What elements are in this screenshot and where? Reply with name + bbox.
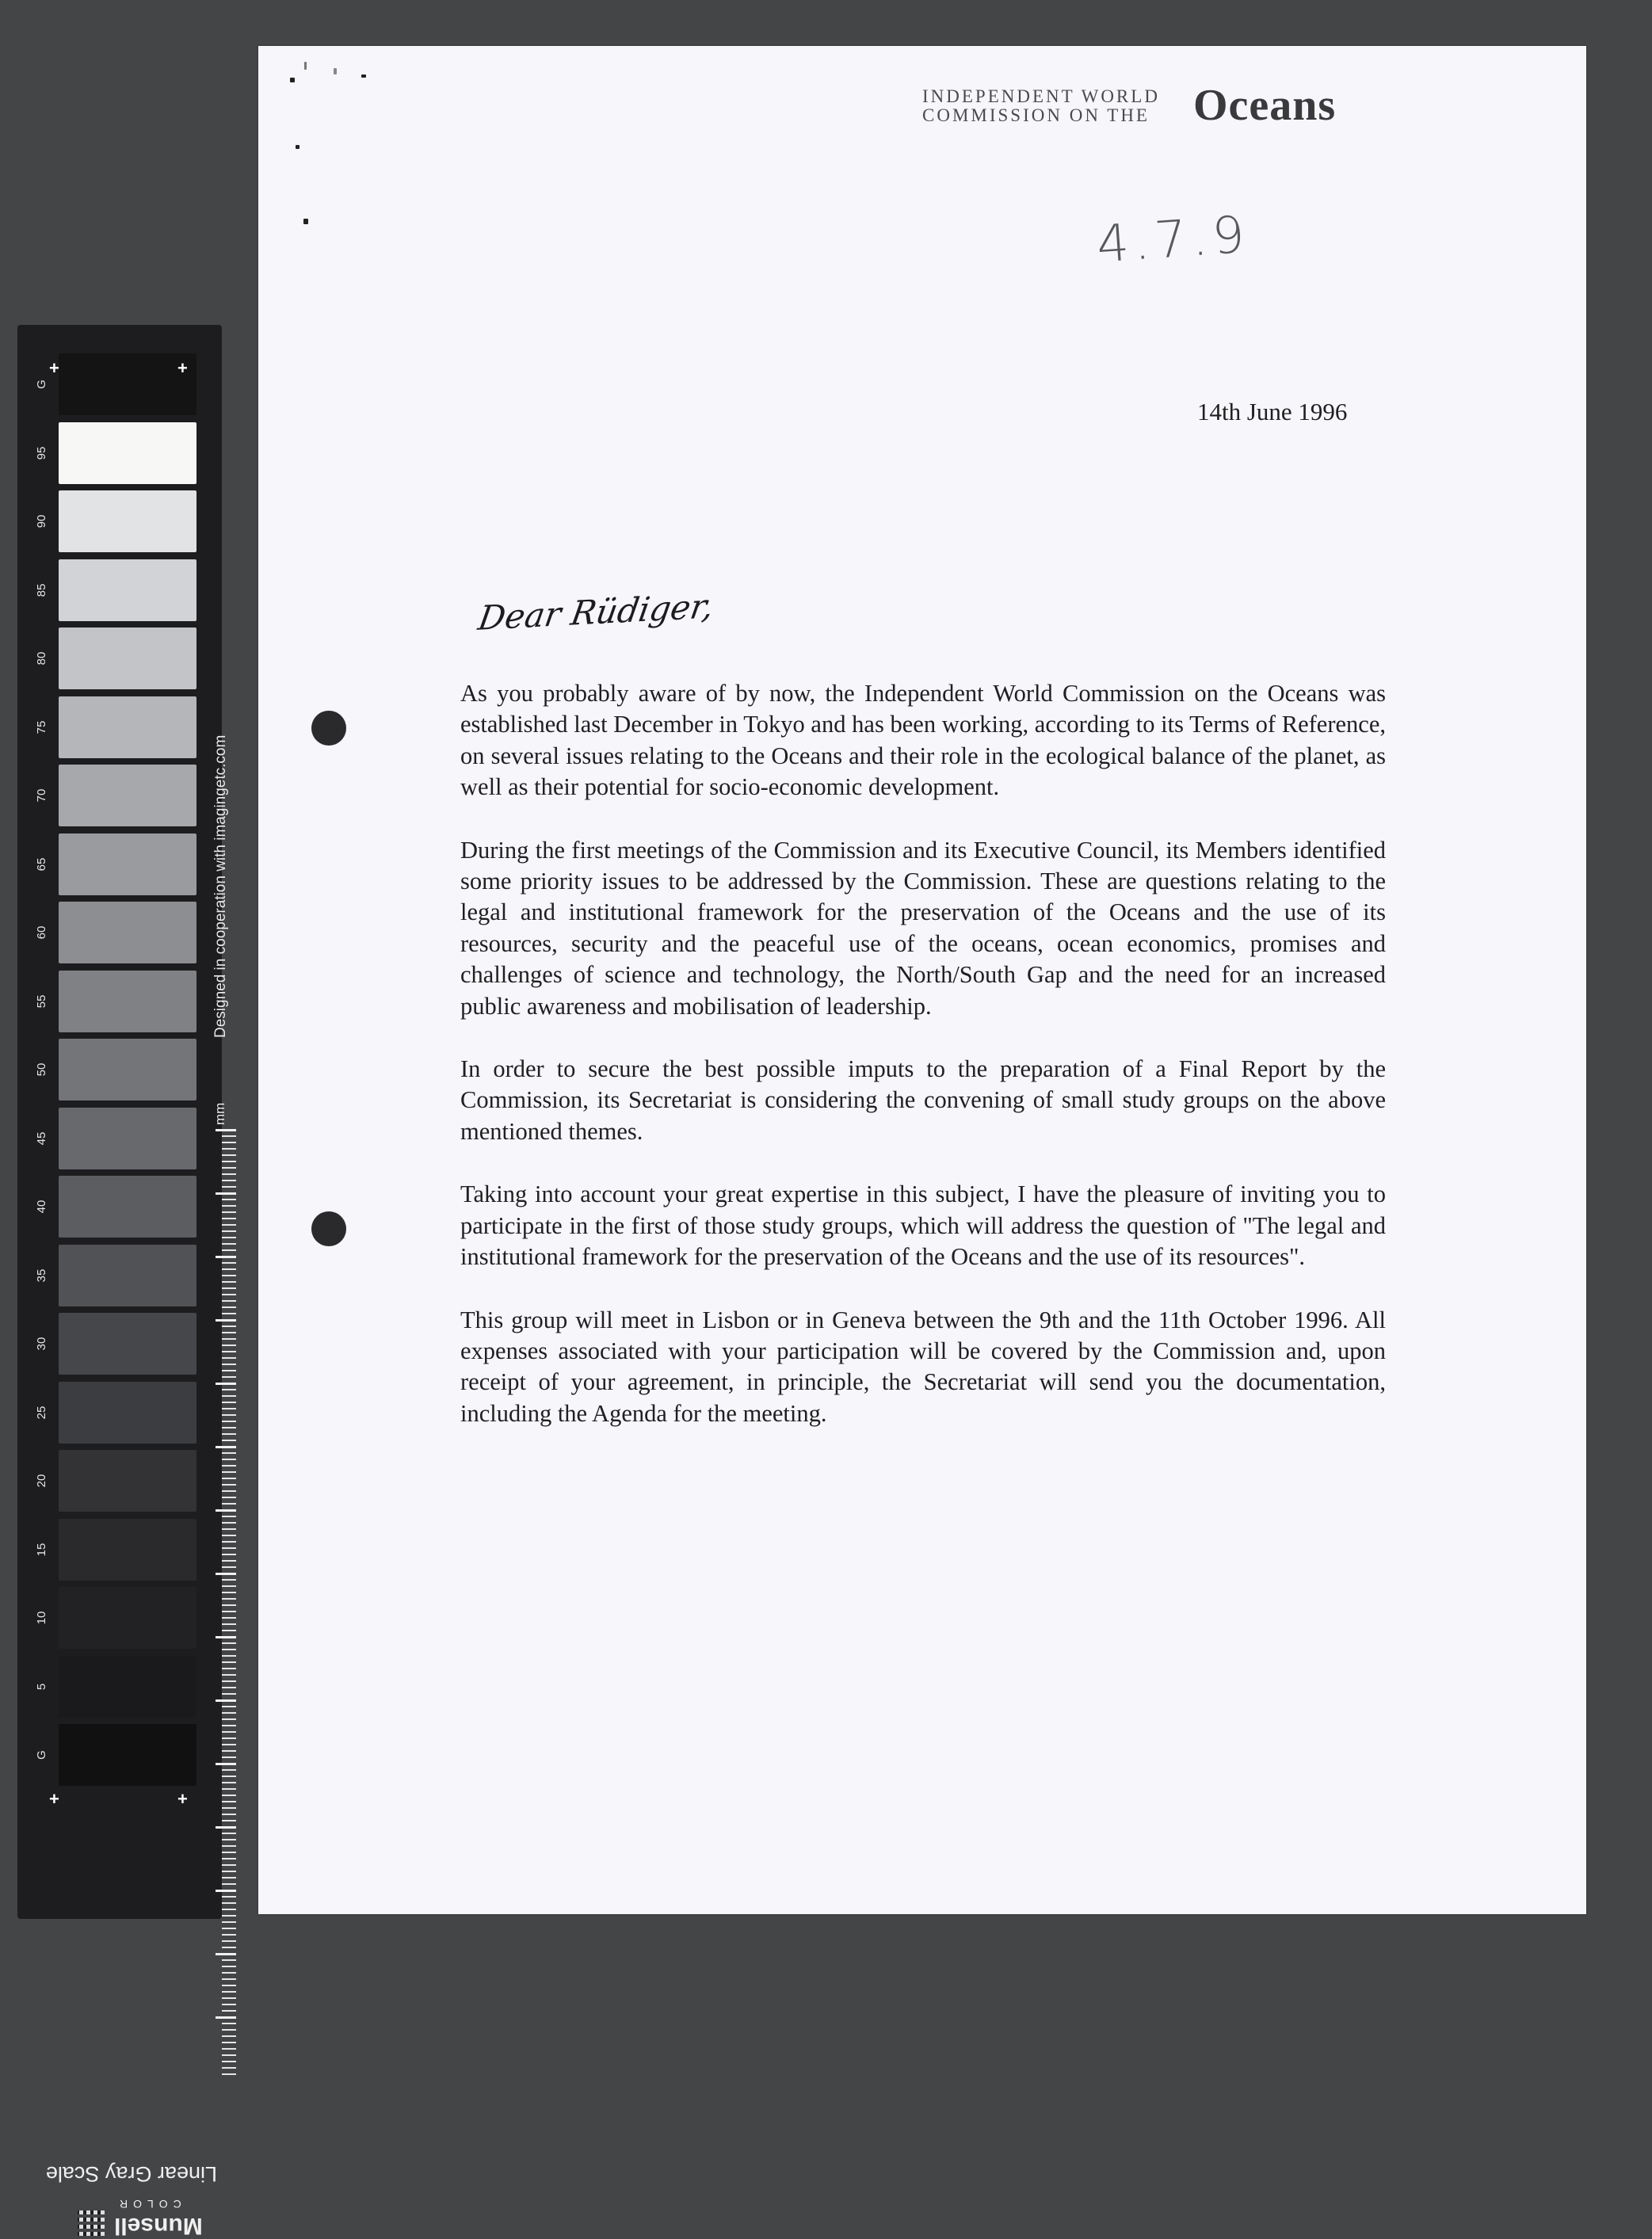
registration-mark: + — [49, 358, 59, 378]
gray-patch-label: 95 — [35, 446, 48, 460]
gray-patch — [59, 902, 196, 963]
gray-patch — [59, 765, 196, 826]
scale-credit: Designed in cooperation with imagingetc.com — [212, 734, 229, 1038]
letterhead-line2: COMMISSION ON THE — [922, 105, 1150, 125]
munsell-brand — [74, 2195, 217, 2239]
punch-hole — [311, 1211, 346, 1246]
gray-patch-label: 75 — [35, 720, 48, 734]
gray-patch — [59, 833, 196, 895]
munsell-logo-icon — [78, 2209, 105, 2236]
gray-patch-label: 85 — [35, 583, 48, 597]
gray-patch-label: G — [35, 1750, 48, 1760]
letter-date: 14th June 1996 — [1197, 398, 1348, 425]
gray-patch-label: 10 — [35, 1611, 48, 1625]
registration-mark: + — [49, 1789, 59, 1809]
registration-mark: + — [177, 1789, 188, 1809]
gray-patch — [59, 1519, 196, 1581]
letter-page — [258, 46, 1586, 1914]
scan-speck — [296, 145, 299, 149]
letterhead-emphasis: Oceans — [1193, 81, 1337, 130]
gray-patch-label: 15 — [35, 1543, 48, 1556]
brand-name: Munsell — [114, 2213, 203, 2239]
ruler-unit-label: mm — [212, 1102, 227, 1125]
scan-speck — [303, 219, 308, 224]
gray-patch-label: 45 — [35, 1131, 48, 1145]
gray-patch-label: 55 — [35, 994, 48, 1008]
scale-title: Linear Gray Scale — [45, 2162, 217, 2186]
scan-speck — [361, 74, 366, 78]
gray-patch — [59, 353, 196, 415]
gray-patch-label: 20 — [35, 1474, 48, 1488]
gray-patch — [59, 559, 196, 621]
gray-patch-label: 70 — [35, 788, 48, 803]
paragraph: Taking into account your great expertise in this subject, I have the pleasure of inviting you to participate in the first of those study groups, which will address the question of "The legal and institutional framework for the preservation of the Oceans and the use of its resources". — [460, 1181, 1386, 1271]
gray-patch-label: 30 — [35, 1337, 48, 1351]
scan-speck — [290, 78, 295, 82]
gray-patch — [59, 490, 196, 552]
paragraph: In order to secure the best possible imputs to the preparation of a Final Report by the Commission, its Secretariat is considering the convening of small study groups on the above mentioned themes. — [460, 1055, 1386, 1145]
gray-patch — [59, 1176, 196, 1238]
gray-patch — [59, 1450, 196, 1512]
brand-sub: COLOR — [114, 2198, 181, 2210]
gray-patch-label: 5 — [35, 1683, 48, 1690]
gray-patch — [59, 696, 196, 758]
gray-patch — [59, 1245, 196, 1306]
gray-patch — [59, 1108, 196, 1169]
gray-patch-label: 80 — [35, 651, 48, 666]
punch-hole — [311, 711, 346, 746]
gray-patch-label: 50 — [35, 1062, 48, 1077]
gray-patch-label: 90 — [35, 514, 48, 528]
paragraph: As you probably aware of by now, the Independent World Commission on the Oceans was established last December in Tokyo and has been working, according to its Terms of Reference, on several issues relating to the Oceans and their role in the ecological balance of the planet, as well as their potential for socio-economic development. — [460, 680, 1386, 801]
gray-patch-label: G — [35, 380, 48, 389]
letter-body — [460, 678, 1386, 1461]
registration-mark: + — [177, 358, 188, 378]
scan-speck — [304, 62, 307, 70]
gray-patch — [59, 1656, 196, 1718]
scan-speck — [334, 68, 337, 74]
gray-patch — [59, 1382, 196, 1444]
gray-scale-card — [17, 325, 229, 2239]
paragraph: This group will meet in Lisbon or in Geneva between the 9th and the 11th October 1996. All expenses associated with your participation will be covered by the Commission and, upon receipt of your agreement, in principle, the Secretariat will send you the documentation, including the Agenda for the meeting. — [460, 1306, 1386, 1427]
mm-ruler-major-ticks — [216, 1129, 236, 2076]
gray-patch — [59, 971, 196, 1032]
gray-patch — [59, 1313, 196, 1375]
gray-patch — [59, 1724, 196, 1786]
gray-patch — [59, 627, 196, 689]
gray-patch — [59, 1587, 196, 1649]
gray-patch — [59, 1039, 196, 1100]
gray-patch-label: 40 — [35, 1200, 48, 1214]
gray-patch-label: 60 — [35, 925, 48, 940]
handwritten-salutation: Dear Rüdiger, — [475, 586, 717, 638]
gray-patch-label: 25 — [35, 1406, 48, 1419]
paragraph: During the first meetings of the Commission and its Executive Council, its Members identified some priority issues to be addressed by the Commission. These are questions relating to the legal and institutional framework for the preservation of the Oceans and the use of its resources, security and the peaceful use of the oceans, ocean economics, promises and challenges of science and technology, the North/South Gap and the need for an increased public awareness and mobilisation of leadership. — [460, 836, 1386, 1020]
gray-patch-label: 35 — [35, 1268, 48, 1282]
handwritten-number: 4.7.9 — [1094, 205, 1252, 275]
gray-patch-label: 65 — [35, 857, 48, 871]
gray-patch — [59, 422, 196, 484]
letterhead-line1: INDEPENDENT WORLD — [922, 86, 1160, 106]
letterhead — [922, 82, 1366, 129]
